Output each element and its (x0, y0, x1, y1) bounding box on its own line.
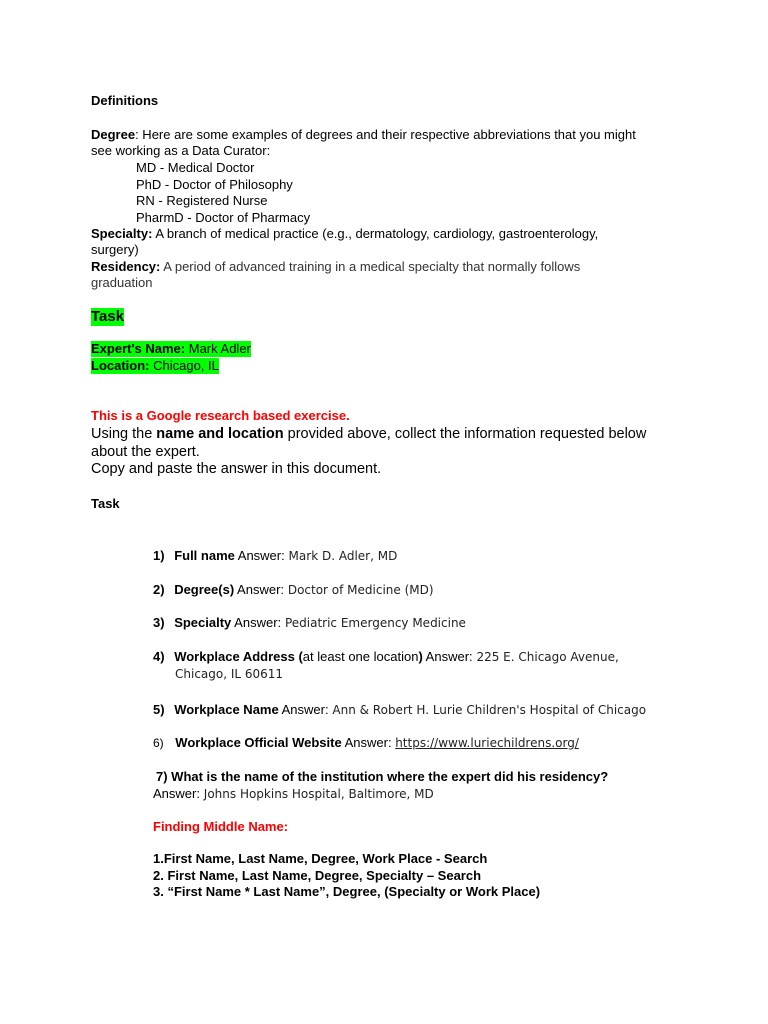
definitions-title: Definitions (91, 93, 159, 108)
answer-value: Johns Hopkins Hospital, Baltimore, MD (199, 787, 434, 801)
specialty-definition-line1 (91, 226, 598, 242)
question-number: 3) (153, 615, 165, 630)
research-note: This is a Google research based exercise. (91, 408, 350, 423)
answer-prefix: Answer: (234, 548, 285, 563)
question-item (153, 649, 619, 665)
answer-value-line2: Chicago, IL 60611 (175, 667, 284, 681)
answer-value: Mark D. Adler, MD (284, 549, 398, 563)
task-title: Task (91, 308, 125, 325)
question-number: 1) (153, 548, 165, 563)
answer-value: 225 E. Chicago Avenue, (472, 650, 619, 664)
residency-definition-line1 (91, 259, 580, 275)
website-link[interactable]: https://www.luriechildrens.org/ (395, 736, 579, 750)
residency-definition-line2: graduation (91, 275, 153, 290)
instruction-line1 (91, 425, 646, 443)
degree-label: Degree (91, 127, 136, 142)
question-label: Degree(s) (174, 582, 235, 597)
question-7-answer (153, 786, 434, 802)
specialty-definition-line2: surgery) (91, 242, 139, 257)
degree-definition-line2: see working as a Data Curator: (91, 143, 271, 158)
degree-example: PharmD - Doctor of Pharmacy (136, 210, 311, 225)
question-label: Full name (174, 548, 235, 563)
location-line (91, 358, 219, 374)
degree-example: RN - Registered Nurse (136, 193, 268, 208)
answer-prefix: Answer: (234, 582, 285, 597)
specialty-text: A branch of medical practice (e.g., dermatology, cardiology, gastroenterology, (152, 226, 599, 241)
question-number: 5) (153, 702, 165, 717)
instruction-text: provided above, collect the information requested below (283, 426, 647, 442)
instruction-emphasis: name and location (156, 426, 284, 442)
question-label-note: at least one location (302, 649, 419, 664)
question-item (153, 702, 646, 718)
location-label: Location: (91, 358, 150, 373)
degree-example: MD - Medical Doctor (136, 160, 255, 175)
instruction-line3: Copy and paste the answer in this document. (91, 461, 382, 477)
task-heading: Task (91, 496, 120, 511)
residency-label: Residency: (91, 259, 161, 274)
answer-value: Pediatric Emergency Medicine (281, 616, 466, 630)
answer-prefix: Answer: (278, 702, 329, 717)
location-value: Chicago, IL (149, 358, 219, 373)
degree-text: : Here are some examples of degrees and their respective abbreviations that you might (135, 127, 636, 142)
question-number: 6) (153, 736, 164, 750)
question-number: 4) (153, 649, 165, 664)
expert-name-label: Expert's Name: (91, 341, 186, 356)
question-item (153, 735, 579, 751)
expert-name-line (91, 341, 251, 357)
specialty-label: Specialty: (91, 226, 153, 241)
question-item (153, 582, 434, 598)
instruction-line2: about the expert. (91, 444, 200, 460)
answer-value: Ann & Robert H. Lurie Children's Hospital of Chicago (328, 703, 647, 717)
question-label: ) (418, 649, 423, 664)
question-7: 7) What is the name of the institution where the expert did his residency? (156, 769, 609, 784)
expert-name-value: Mark Adler (185, 341, 251, 356)
question-label: Workplace Name (174, 702, 279, 717)
answer-prefix: Answer: (153, 786, 200, 801)
middle-name-step: 1.First Name, Last Name, Degree, Work Place - Search (153, 851, 488, 866)
question-item (153, 548, 397, 564)
question-label: Workplace Address ( (174, 649, 303, 664)
degree-example: PhD - Doctor of Philosophy (136, 177, 293, 192)
middle-name-step: 3. “First Name * Last Name”, Degree, (Specialty or Work Place) (153, 884, 541, 899)
answer-prefix: Answer: (341, 735, 392, 750)
middle-name-step: 2. First Name, Last Name, Degree, Specialty – Search (153, 868, 482, 883)
question-number: 2) (153, 582, 165, 597)
middle-name-title: Finding Middle Name: (153, 819, 289, 834)
question-label: Specialty (174, 615, 232, 630)
answer-prefix: Answer: (422, 649, 473, 664)
instruction-text: Using the (91, 426, 157, 442)
residency-text: A period of advanced training in a medical specialty that normally follows (160, 259, 581, 274)
answer-value: Doctor of Medicine (MD) (284, 583, 434, 597)
question-label: Workplace Official Website (175, 735, 342, 750)
degree-definition-line1 (91, 127, 636, 143)
answer-prefix: Answer: (231, 615, 282, 630)
question-item (153, 615, 466, 631)
